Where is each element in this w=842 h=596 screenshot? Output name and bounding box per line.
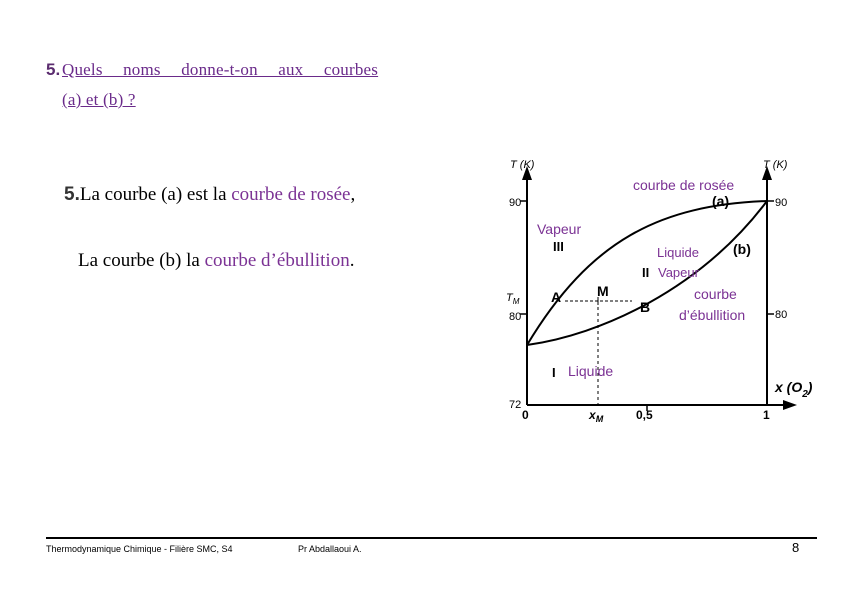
point-m-label: M	[597, 283, 609, 299]
answer-dew-curve: courbe de rosée	[231, 184, 351, 205]
curve-b-label: (b)	[733, 241, 751, 257]
phase-diagram	[496, 150, 832, 430]
ann-boiling-2: d’ébullition	[679, 307, 746, 323]
x-tick-label-0: 0	[522, 408, 529, 422]
answer-line-1	[64, 184, 355, 206]
tm-label: $T_M$	[506, 292, 520, 306]
footer-course: Thermodynamique Chimique - Filière SMC, S4	[46, 544, 233, 554]
x-tick-label-half: 0,5	[636, 408, 653, 422]
question-line-1: Quels noms donne-t-on aux courbes	[62, 60, 379, 79]
answer-line-2-text: La courbe (b) la	[78, 250, 205, 271]
question-line-2: (a) et (b) ?	[62, 90, 136, 109]
xm-label: $x_M$	[589, 408, 604, 424]
ann-dew-curve: courbe de rosée	[633, 177, 735, 193]
right-axis-label: T (K)	[763, 159, 788, 171]
left-tick-label-72: 72	[509, 399, 522, 411]
left-axis-label: T (K)	[510, 159, 535, 171]
x-axis-label: x $(O_2)$	[775, 379, 813, 400]
footer-author: Pr Abdallaoui A.	[298, 544, 362, 554]
ann-vapor-small: Vapeur	[658, 265, 699, 280]
point-a-label: A	[551, 289, 562, 305]
answer-boiling-curve: courbe d’ébullition	[204, 250, 350, 271]
left-tick-label-80: 80	[509, 311, 522, 323]
footer-rule	[46, 537, 817, 539]
answer-number: 5.	[64, 184, 80, 205]
region-vapor-label: III	[553, 239, 564, 254]
page-number: 8	[792, 540, 800, 555]
curve-a-label: (a)	[712, 193, 730, 209]
ann-liquid-bottom: Liquide	[568, 363, 614, 379]
question-number: 5.	[46, 60, 61, 79]
ann-boiling-1: courbe	[694, 286, 737, 302]
ann-liquid-small: Liquide	[657, 245, 699, 260]
region-mixed-label: II	[642, 265, 650, 280]
answer-line-1-text: La courbe (a) est la	[79, 184, 232, 205]
answer-line-2-suffix: .	[349, 250, 355, 271]
region-liquid-label: I	[552, 365, 556, 380]
right-tick-label-80: 80	[775, 309, 788, 321]
ann-vapor-top: Vapeur	[537, 221, 582, 237]
answer-line-1-suffix: ,	[350, 184, 356, 205]
right-tick-label-90: 90	[775, 197, 788, 209]
x-axis-arrow	[783, 400, 797, 410]
point-b-label: B	[640, 299, 651, 315]
x-tick-label-1: 1	[763, 408, 770, 422]
answer-line-2	[78, 250, 354, 272]
left-tick-label-90: 90	[509, 197, 522, 209]
